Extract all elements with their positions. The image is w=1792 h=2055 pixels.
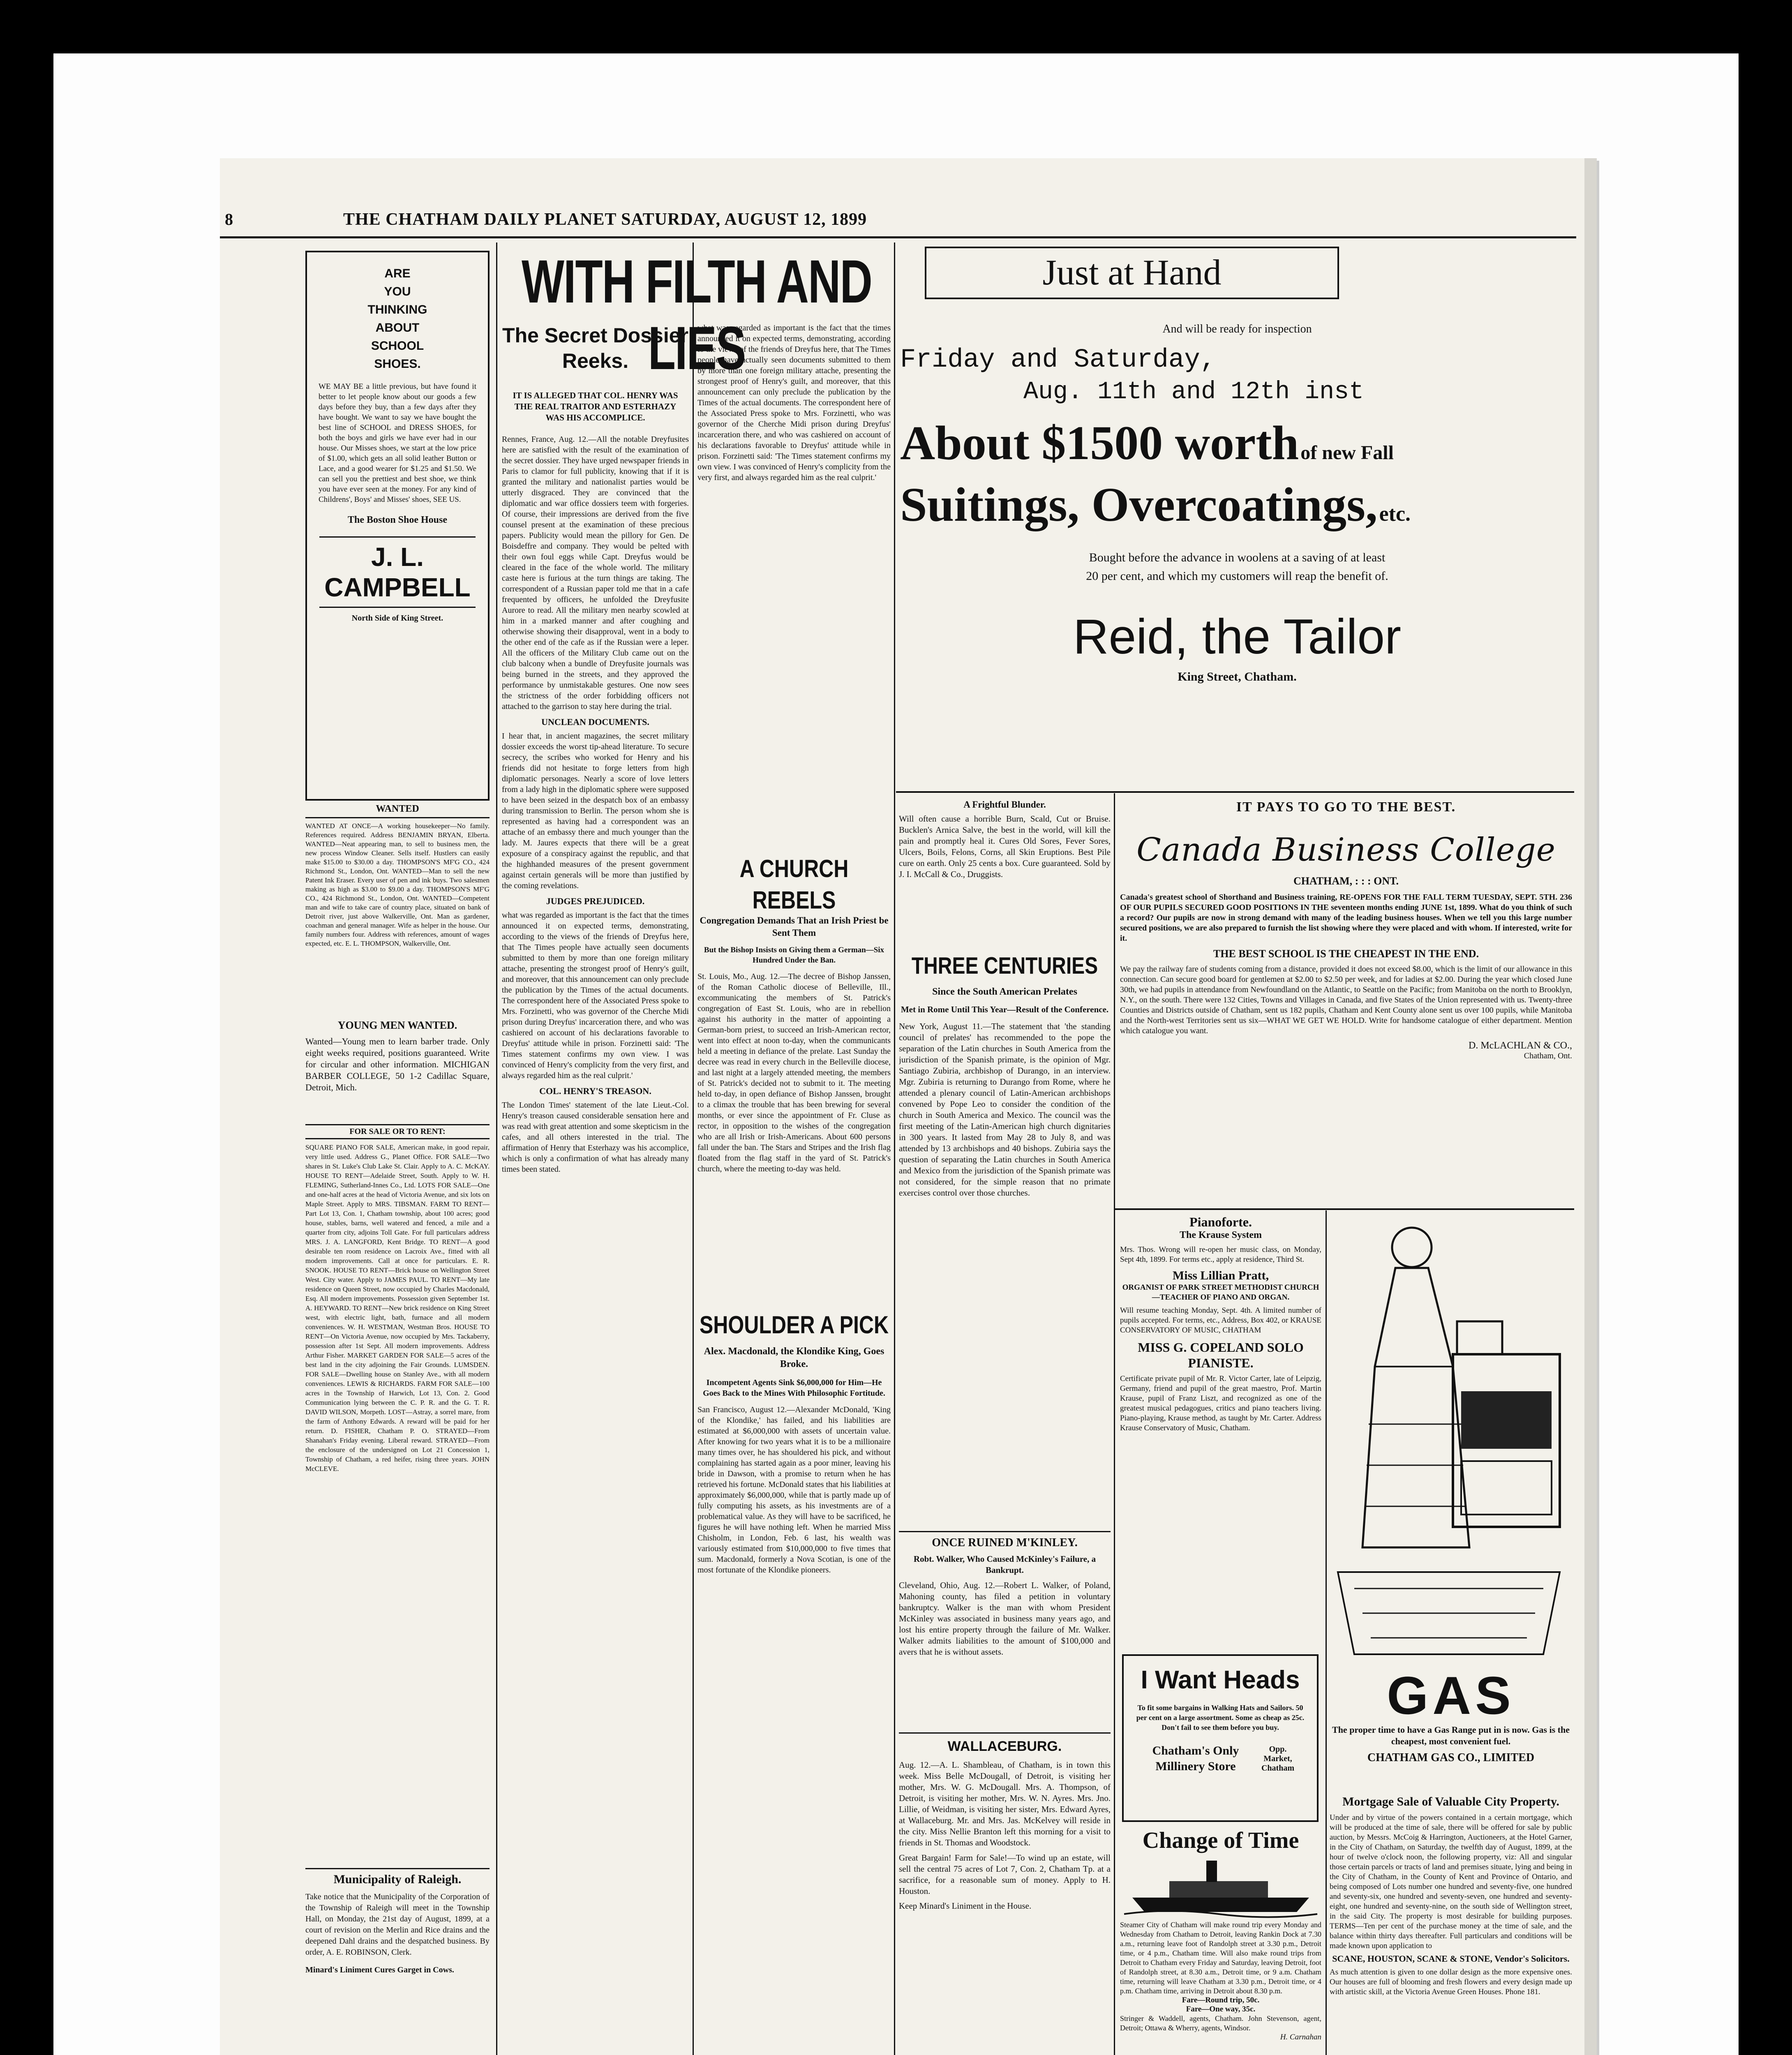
centuries-deck-2: Met in Rome Until This Year—Result of the Conference. <box>901 1004 1109 1014</box>
college-city: CHATHAM, : : : ONT. <box>1293 875 1399 887</box>
mckinley-headline: ONCE RUINED M'KINLEY. <box>899 1531 1111 1549</box>
change-time-signed: H. Carnahan <box>1280 2033 1321 2041</box>
college-motto: THE BEST SCHOOL IS THE CHEAPEST IN THE END. <box>1213 948 1479 960</box>
shoes-ad-line: ABOUT <box>375 321 420 335</box>
column-rule <box>894 242 895 2055</box>
shoes-ad <box>305 251 490 801</box>
just-at-hand-box <box>925 247 1339 299</box>
piano-text-2: Will resume teaching Monday, Sept. 4th. A limited number of pupils accepted. For terms, etc., Address, Box 402, or KRAUSE CONSERVATORY OF MUSIC, CHATHAM <box>1120 1306 1321 1335</box>
masthead: THE CHATHAM DAILY PLANET SATURDAY, AUGUST 12, 1899 <box>343 210 867 229</box>
column-rule <box>1326 1210 1327 2055</box>
shoes-ad-body: WE MAY BE a little previous, but have found it better to let people know about our goods a few days before they buy, than a few days after they have bought. We want to say we have bought the best line of SCHOOL and DRESS SHOES, for both the boys and girls we have ever had in our house. Our Misses shoes, we start at the low price of $1.00, which gets an all solid leather Button or Lace, and a good wearer for $1.25 and $1.50. We can sell you the prettiest and best shoe, we think you have ever seen at the money. For any kind of Childrens', Boys' and Misses' shoes, SEE US. <box>319 382 476 504</box>
shoulder-headline: SHOULDER A PICK <box>699 1311 889 1339</box>
wallaceburg-text: Aug. 12.—A. L. Shambleau, of Chatham, is in town this week. Miss Belle McDougall, of Detroit, is visiting her mother, Mrs. W. G. McDougall. Mrs. A. Thompson, of Detroit, is visiting her mother, Mrs. W. N. Ayres. Mrs. Jno. Lillie, of Weidman, is visiting her sister, Mrs. Edward Ayres, at Wallaceburg. Mr. and Mrs. Jas. McKelvey will reside in the city. Miss Nellie Branton left this morning for a visit to friends in St. Thomas and Woodstock. <box>899 1760 1111 1847</box>
shoulder-deck: Alex. Macdonald, the Klondike King, Goes Broke. <box>704 1346 884 1369</box>
for-sale-text: SQUARE PIANO FOR SALE, American make, in good repair, very little used. Address G., Planet Office. FOR SALE—Two shares in St. Luke's Club Lake St. Clair. Apply to A. C. McKAY. HOUSE TO RENT—Adelaide Street, South. Apply to W. H. FLEMING, Sutherland-Innes Co., Ltd. LOTS FOR SALE—One and one-half acres at the head of Victoria Avenue, and six lots on Maple Street. Apply to MRS. TIBSMAN. FARM TO RENT—Part Lot 13, Con. 1, Chatham township, about 100 acres; good house, stables, barns, well watered and fenced, a mile and a quarter from city, adjoins Toll Gate. For full particulars address MRS. J. A. LANGFORD, Kent Bridge. TO RENT—A good desirable ten room residence on Lacroix Ave., fitted with all modern improvements. Call at once for particulars. E. R. SNOOK. HOUSE TO RENT—Brick house on Wellington Street West. City water. Apply to JAMES PAUL. TO RENT—My late residence on Queen Street, now occupied by Charles Macdonald, Esq. All modern improvements. Possession given September 1st. A. HEYWARD. TO RENT—New brick residence on King Street west, with electric light, bath, furnace and all modern conveniences. W. H. WESTMAN, Westman Bros. HOUSE TO RENT—On Victoria Avenue, now occupied by Mrs. Tackaberry, possession after 1st Sept. All modern improvements. Address Arthur Fisher. MARKET GARDEN FOR SALE—5 acres of the best land in the city adjoining the Fair Grounds. LUMSDEN. FOR SALE—Dwelling house on Stanley Ave., with all modern conveniences. LEWIS & RICHARDS. FARM FOR SALE—100 acres in the Township of Harwich, Lot 13, Con. 2. Good Communication lying between the C. P. R. and the G. T. R. DAVID WILSON, Morpeth. LOST—Astray, a sorrel mare, from the farm of Anthony Edwards. A reward will be paid for her return. D. FISHER, Chatham P. O. STRAYED—From Shanahan's Friday evening. Liberal reward. STRAYED—From the enclosure of the undersigned on Lot 21 Concession 1, Township of Chatham, a red heifer, rising three years. JOHN McCLEVE. <box>305 1143 490 1473</box>
gas-company: CHATHAM GAS CO., LIMITED <box>1367 1751 1535 1764</box>
dreyfus-subhead-unclean: UNCLEAN DOCUMENTS. <box>541 717 649 727</box>
church-headline: A CHURCH REBELS <box>739 854 849 914</box>
centuries-deck: Since the South American Prelates <box>932 986 1077 997</box>
column-rule <box>693 242 694 2055</box>
heads-location: Opp. Market, Chatham <box>1261 1744 1294 1773</box>
piano-ad <box>1120 1215 1321 1650</box>
shoes-ad-line: SHOES. <box>374 357 421 371</box>
change-time-fare: Fare—Round trip, 50c. <box>1182 1996 1260 2004</box>
wanted-section <box>305 804 490 1017</box>
wanted-text: WANTED AT ONCE—A working housekeeper—No family. References required. Address BENJAMIN BRYAN, Elberta. WANTED—Neat appearing man, to sell to business men, the new process Window Cleaner. Sells itself. Hustlers can easily make $15.00 to $30.00 a day. THOMPSON'S MF'G CO., 424 Richmond St., London, Ont. WANTED—Man to sell the new Patent Ink Eraser. Every user of pen and ink buys. Two salesmen making as high as $3.00 to $9.00 a day. THOMPSON'S MF'G CO., 424 Richmond St., London, Ont. WANTED—Competent man and wife to take care of country place, situated on bank of Detroit river, just above Walkerville, Ont. Man as gardener, coachman and general manager. Wife as helper in the house. Our family numbers four. Address with references, amount of wages expected, etc. E. L. THOMPSON, Walkerville, Ont. <box>305 822 490 947</box>
tailor-name: Reid, the Tailor <box>1073 609 1402 664</box>
change-time-title: Change of Time <box>1142 1828 1299 1853</box>
shoulder-deck-2: Incompetent Agents Sink $6,000,000 for Him—He Goes Back to the Mines With Philosophic Fortitude. <box>703 1378 885 1398</box>
for-sale-title: FOR SALE OR TO RENT: <box>305 1124 490 1139</box>
blunder-text: Will often cause a horrible Burn, Scald, Cut or Bruise. Bucklen's Arnica Salve, the best in the world, will kill the pain and promptly heal it. Cures Old Sores, Fever Sores, Ulcers, Boils, Felons, Corns, all Skin Eruptions. Best Pile cure on earth. Only 25 cents a box. Cure guaranteed. Sold by J. I. McCall & Co., Druggists. <box>899 814 1111 879</box>
farm-sale-text: Great Bargain! Farm for Sale!—To wind up an estate, will sell the central 75 acres of Lot 7, Con. 2, Chatham Tp. at a sacrifice, for a reasonable sum of money. Apply to H. Houston. <box>899 1853 1111 1896</box>
shoes-ad-line: YOU <box>384 285 411 298</box>
raleigh-footer: Minard's Liniment Cures Garget in Cows. <box>305 1965 454 1974</box>
college-text-2: We pay the railway fare of students coming from a distance, provided it does not exceed $8.00, which is the limit of our allowance in this connection. Can secure good board for gentlemen at $2.00 to $2.50 per week, and for ladies at $2.00. During the year which closed June 30th, we had pupils in attendance from Newfoundland on the Atlantic, to Seattle on the Pacific; from Manitoba on the north to Brooklyn, N.Y., on the south. There were 132 Cities, Towns and Villages in Canada, and five States of the Union represented with us. Twenty-three Counties and Districts outside of Chatham, sent us 182 pupils, Chatham and Kent County alone sent us over 100 pupils, while Manitoba and the North-west Territories sent us six—WHAT WE GET WE HOLD. Write for handsome catalogue of either department. Mention which catalogue you want. <box>1120 965 1572 1035</box>
mortgage-sale <box>1330 1794 1572 2055</box>
wallaceburg-article <box>899 1732 1111 2055</box>
blunder-ad <box>899 799 1111 947</box>
tailor-address: King Street, Chatham. <box>1178 670 1297 683</box>
mortgage-title: Mortgage Sale of Valuable City Property. <box>1342 1795 1559 1808</box>
mortgage-signed: SCANE, HOUSTON, SCANE & STONE, Vendor's Solicitors. <box>1332 1953 1570 1964</box>
dreyfus-text: Rennes, France, Aug. 12.—All the notable Dreyfusites here are satisfied with the result of the examination of the secret dossier. They have urged newspaper friends in Paris to clamor for full publicity, knowing that if it is granted the military and nationalist parties would be utterly disgraced. They are convinced that the diplomatic and war office dossiers teem with forgeries. Of course, their impressions are derived from the five counsel present at the examination of these precious papers. Publicity would mean the pillory for Gen. De Boisdeffre and company. They would be pelted with their own foul eggs while Capt. Dreyfus would be cleared in the face of the whole world. The military caste here is furious at the turn things are taking. The correspondent of a Russian paper told me that in a cafe frequented by officers, he unfolded the Dreyfusite Aurore to read. All the military men nearby scowled at him in a marked manner and after coughing and otherwise showing their disapproval, went in a body to the other end of the cafe as if the Russian were a leper. All the officers of the Military Club came out on the club balcony when a bundle of Dreyfusite journals was being burned in the streets, and they approved the performance by unmistakable gestures. One now sees the strictness of the order forbidding officers not attached to the garrison to stay here during the trial. <box>502 435 689 711</box>
shoes-ad-house: The Boston Shoe House <box>347 515 448 525</box>
change-time-fare-2: Fare—One way, 35c. <box>1186 2005 1256 2013</box>
gas-title: GAS <box>1387 1667 1515 1725</box>
young-men-title: YOUNG MEN WANTED. <box>337 1019 457 1031</box>
heads-store: Chatham's Only Millinery Store <box>1152 1744 1239 1773</box>
section-rule <box>896 791 1574 793</box>
dreyfus-deck: IT IS ALLEGED THAT COL. HENRY WAS THE REAL TRAITOR AND ESTERHAZY WAS HIS ACCOMPLICE. <box>513 390 678 423</box>
mckinley-article <box>899 1531 1111 1728</box>
dreyfus-headline: WITH FILTH AND LIES <box>522 247 872 383</box>
woman-stove-illustration <box>1330 1219 1568 1667</box>
centuries-headline: THREE CENTURIES <box>911 953 1098 979</box>
college-tagline: IT PAYS TO GO TO THE BEST. <box>1236 799 1456 815</box>
shoes-ad-address: North Side of King Street. <box>351 614 443 623</box>
wallaceburg-headline: WALLACEBURG. <box>899 1732 1111 1755</box>
college-logo: Canada Business College <box>1136 831 1556 868</box>
tailor-big-1b: of new Fall <box>1300 442 1394 464</box>
church-text: St. Louis, Mo., Aug. 12.—The decree of Bishop Janssen, of the Roman Catholic diocese of Belleville, Ill., excommunicating the members of St. Patrick's congregation of East St. Louis, who are in rebellion against his authority in the matter of appointing a German-born priest, to succeed an Irish-American rector, went into effect at noon to-day, when the communicants held a meeting in defiance of the prelate. Last Sunday the decree was read in every church in the Belleville diocese, and last night at a largely attended meeting, the members of St. Patrick's decided not to submit to it. The meeting held to-day, in open defiance of Bishop Janssen, brought to a climax the trouble that has been brewing for several months, or ever since the appointment of Fr. Cluse as rector, in opposition to the wishes of the congregation who are all Irish or Irish-Americans. About 600 persons fall under the ban. The Stars and Stripes and the Irish flag floated from the flag staff in the yard of St. Patrick's church, where the meeting to-day was held. <box>697 972 891 1173</box>
tailor-line-3: Aug. 11th and 12th inst <box>1023 378 1364 406</box>
steamer-ad <box>1120 1827 1321 2055</box>
dreyfus-subhead: The Secret Dossier Reeks. <box>502 324 688 372</box>
centuries-text: New York, August 11.—The statement that 'the standing council of prelates' has recommended to the pope the separation of the Latin churches in South America from the jurisdiction of the Spanish primate, is the opinion of Mgr. Santiago Zubiria, archbishop of Durango, in an interview. Mgr. Zubiria is returning to Durango from Rome, where he attended a plenary council of Latin-American archbishops convened by Pope Leo to consider the condition of the church in South America and Mexico. The council was the first meeting of the Latin-American high church dignitaries in 300 years. It lasted from May 28 to July 8, and was attended by 13 archbishops and 40 bishops. Zubiria says the question of separating the Latin churches in South America and Mexico from the jurisdiction of the Spanish primate was not considered, for the simple reason that no primate exercises control over those churches. <box>899 1021 1111 1198</box>
mckinley-text: Cleveland, Ohio, Aug. 12.—Robert L. Walker, of Poland, Mahoning county, has filed a petition in voluntary bankruptcy. Walker is the man with whom President McKinley was associated in business many years ago, and lost his entire property through the failure of Mr. Walker. Walker admits liabilities to the amount of $100,000 and avers that he is without assets. <box>899 1580 1111 1657</box>
dreyfus-subhead-judges: JUDGES PREJUDICED. <box>546 896 645 906</box>
shoes-ad-line: ARE <box>384 267 411 280</box>
piano-teacher: Miss Lillian Pratt, <box>1172 1269 1269 1282</box>
shoulder-text: San Francisco, August 12.—Alexander McDonald, 'King of the Klondike,' has failed, and his liabilities are estimated at $6,000,000 with assets of uncertain value. After knowing for two years what it is to be a millionaire many times over, he has shouldered his pick, and without complaining has started again as a poor miner, leaving his bride in Dawson, with a promise to return when he has retrieved his fortune. McDonald states that his liabilities at approximately $6,000,000, while that is partly made up of fully computing his assets, as his investments are of a problematical value. As they will have to be sacrificed, he figures he will have nothing left. When he married Miss Chisholm, in London, Feb. 6 last, his wealth was variously estimated from $10,000,000 to five times that sum. Macdonald, formerly a Nova Scotian, is one of the most fortunate of the Klondike pioneers. <box>697 1405 891 1575</box>
dreyfus-text-3: what was regarded as important is the fact that the times announced it on expected terms, demonstrating, according to the views of the friends of Dreyfus here, that The Times people have actually seen documents submitted to them by more than one foreign military attache, presenting the strongest proof of Henry's guilt, and moreover, that this announcement can only preclude the publication by the Times of the actual documents. The correspondent here of the Associated Press spoke to Mrs. Forzinetti, who was governor of the Cherche Midi prison during Dreyfus' incarceration there, and who was cashiered on account of his declarations favorable to Dreyfus' attitude while in prison. Forzinetti said: 'The Times statement confirms my own view. I was convinced of Henry's complicity from the very first, and always regarded him as the real culprit.' <box>502 911 689 1080</box>
cut-flowers-text: As much attention is given to one dollar design as the more expensive ones. Our houses are full of blooming and fresh flowers and every design made up with artistic skill, at the Victoria Avenue Green Houses. Phone 181. <box>1330 1968 1572 1996</box>
raleigh-text: Take notice that the Municipality of the Corporation of the Township of Raleigh will meet in the Township Hall, on Monday, the 21st day of August, 1899, at a court of revision on the Merlin and Rice drains and the deepened Dahl drains and the despatched business. By order, A. E. ROBINSON, Clerk. <box>305 1892 490 1957</box>
blunder-title: A Frightful Blunder. <box>963 799 1046 810</box>
raleigh-title: Municipality of Raleigh. <box>305 1868 490 1886</box>
church-article <box>697 853 891 1305</box>
tailor-big-1: About $1500 worth <box>900 416 1299 470</box>
college-signature-2: Chatham, Ont. <box>1524 1051 1572 1060</box>
young-men-text: Wanted—Young men to learn barber trade. Only eight weeks required, positions guaranteed. Write for circular and other information. MICHIGAN BARBER COLLEGE, 50 1-2 Cadillac Square, Detroit, Mich. <box>305 1036 490 1092</box>
college-signature: D. McLACHLAN & CO., <box>1469 1040 1572 1051</box>
dreyfus-column-2 <box>697 323 891 849</box>
tailor-line-5: 20 per cent, and which my customers will reap the benefit of. <box>1086 569 1388 583</box>
heads-footer <box>1124 1743 1317 1774</box>
church-deck-2: But the Bishop Insists on Giving them a German—Six Hundred Under the Ban. <box>704 946 884 965</box>
millinery-ad <box>1122 1654 1319 1822</box>
dreyfus-text-2: I hear that, in ancient magazines, the secret military dossier exceeds the worst tip-ahead literature. To secure secrecy, the scribes who worked for Henry and his friends did not hesitate to forge letters from high diplomatic personages. Nearly a score of love letters from a lady high in the diplomatic sphere were supposed to have been seized in the despatch box of an embassy during transmission to Berlin. The person whom she is represented as having had a correspondent was an attache of an embassy there and much younger than the lady. M. Jaures expects that there will be a great exposure of a conspiracy against the republic, and that the highhanded measures of the present government against certain generals will be more than justified by the coming revelations. <box>502 732 689 890</box>
heads-title: I Want Heads <box>1141 1666 1300 1694</box>
tailor-big-line-2 <box>900 477 1574 533</box>
tailor-big-2b: etc. <box>1379 502 1411 526</box>
shoes-ad-line: THINKING <box>367 303 427 316</box>
shoes-ad-name: J. L. CAMPBELL <box>319 536 476 608</box>
piano-text-3: Certificate private pupil of Mr. R. Victor Carter, late of Leipzig, Germany, friend and pupil of the great maestro, Prof. Martin Krause, pupil of Franz Liszt, and recognized as one of the greatest musical pedagogues, critics and piano teachers living. Piano-playing, Krause method, as taught by Mr. Carter. Address Krause Conservatory of Music, Chatham. <box>1120 1374 1321 1432</box>
gas-ad <box>1330 1667 1572 1790</box>
young-men-ad <box>305 1019 490 1118</box>
raleigh-notice <box>305 1868 490 2055</box>
change-time-text: Steamer City of Chatham will make round trip every Monday and Wednesday from Chatham to Detroit, leaving Rankin Dock at 7.30 a.m., returning leave foot of Randolph street at 3.30 p.m., Detroit time, or 4 p.m., Chatham time. Will also make round trips from Detroit to Chatham every Friday and Saturday, leaving Detroit, foot of Randolph street, at 8.30 a.m., Detroit time, or 9 a.m. Chatham time, returning will leave Chatham at 3.30 p.m., Detroit time, or 4 p.m. Chatham time, arriving in Detroit about 8.30 p.m. <box>1120 1921 1321 1995</box>
newspaper-page <box>220 158 1597 2055</box>
dreyfus-continued: what was regarded as important is the fact that the times announced it on expected terms, demonstrating, according to the views of the friends of Dreyfus here, that The Times people have actually seen documents submitted to them by more than one foreign military attache, presenting the strongest proof of Henry's guilt, and moreover, that this announcement can only preclude the publication by the Times of the actual documents. The correspondent here of the Associated Press spoke to Mrs. Forzinetti, who was governor of the Cherche Midi prison during Dreyfus' incarceration there, and who was cashiered on account of his declarations favorable to Dreyfus' attitude while in prison. Forzinetti said: 'The Times statement confirms my own view. I was convinced of Henry's complicity from the very first, and always regarded him as the real culprit.' <box>697 323 891 482</box>
dreyfus-column-1 <box>502 323 689 2055</box>
page-header <box>220 210 1584 234</box>
dreyfus-text-4: The London Times' statement of the late Lieut.-Col. Henry's treason caused considerable sensation here and was read with great attention and some skepticism in the cafes, and all others interested in the trial. The affirmation of Henry that Esterhazy was his accomplice, which is only a confirmation of what has already many times been stated. <box>502 1101 689 1174</box>
gas-text: The proper time to have a Gas Range put in is now. Gas is the cheapest, most convenient fuel. <box>1332 1725 1570 1746</box>
wallaceburg-footer: Keep Minard's Liniment in the House. <box>899 1901 1032 1911</box>
mortgage-text: Under and by virtue of the powers contained in a certain mortgage, which will be produced at the time of sale, there will be offered for sale by public auction, by Messrs. McCoig & Harrington, Auctioneers, at the Hotel Garner, in the City of Chatham, on Saturday, the twelfth day of August, 1899, at the hour of twelve o'clock noon, the following property, viz: All and singular those certain parcels or tracts of land and premises situate, lying and being in the City of Chatham, in the County of Kent and Province of Ontario, and being composed of Lots number one hundred and seventy-five, one hundred and seventy-six, one hundred and seventy-seven, one hundred and seventy-eight, one hundred and seventy-nine, on the south side of Wellington street, in the said City. The property is most desirable for building purposes. TERMS—Ten per cent of the purchase money at the time of sale, and the balance within thirty days thereafter. Full particulars and conditions will be made known upon application to <box>1330 1813 1572 1950</box>
piano-soloist: MISS G. COPELAND SOLO PIANISTE. <box>1138 1340 1304 1370</box>
just-at-hand-title: Just at Hand <box>1042 253 1222 293</box>
piano-teacher-title: ORGANIST OF PARK STREET METHODIST CHURCH—TEACHER OF PIANO AND ORGAN. <box>1122 1283 1319 1302</box>
page-number: 8 <box>225 210 233 229</box>
piano-title: Pianoforte. <box>1189 1215 1252 1229</box>
steamer-icon <box>1120 1856 1321 1918</box>
church-deck: Congregation Demands That an Irish Priest be Sent Them <box>700 915 889 938</box>
college-text: Canada's greatest school of Shorthand and Business training, RE-OPENS FOR THE FALL TERM TUESDAY, SEPT. 5TH. 236 OF OUR PUPILS SECURED GOOD POSITIONS IN THE seventeen months ending JUNE 1st, 1899. What do you think of such a record? Our pupils are now in strong demand with many of the leading business houses. When we tell you this large number secured positions, we are also prepared to furnish the list showing where they were placed and with whom. If interested, write for it. <box>1120 893 1572 943</box>
column-rule <box>496 242 497 2055</box>
business-college-ad <box>1120 799 1572 1202</box>
wanted-title: WANTED <box>305 804 490 818</box>
header-rule <box>220 236 1576 238</box>
centuries-article <box>899 951 1111 1527</box>
dreyfus-subhead-henry: COL. HENRY'S TREASON. <box>539 1086 651 1096</box>
mckinley-deck: Robt. Walker, Who Caused McKinley's Failure, a Bankrupt. <box>913 1554 1096 1575</box>
tailor-line-2: Friday and Saturday, <box>900 345 1216 375</box>
piano-text: Mrs. Thos. Wrong will re-open her music class, on Monday, Sept 4th, 1899. For terms etc., apply at residence, Third St. <box>1120 1245 1321 1264</box>
piano-subtitle: The Krause System <box>1180 1230 1262 1240</box>
change-time-agents: Stringer & Waddell, agents, Chatham. John Stevenson, agent, Detroit; Ottawa & Wherry, agents, Windsor. <box>1120 2014 1321 2032</box>
column-rule <box>1114 793 1115 2055</box>
tailor-line-1: And will be ready for inspection <box>1162 323 1312 335</box>
section-rule <box>1115 1208 1574 1210</box>
tailor-big-2: Suitings, Overcoatings, <box>900 478 1378 531</box>
tailor-line-4: Bought before the advance in woolens at a saving of at least <box>1089 551 1386 564</box>
heads-text: To fit some bargains in Walking Hats and Sailors. 50 per cent on a large assortment. Some as cheap as 25c. Don't fail to see them before you buy. <box>1136 1704 1305 1732</box>
tailor-big-line-1 <box>900 415 1574 471</box>
shoes-ad-line: SCHOOL <box>371 339 424 353</box>
shoulder-article <box>697 1309 891 2055</box>
